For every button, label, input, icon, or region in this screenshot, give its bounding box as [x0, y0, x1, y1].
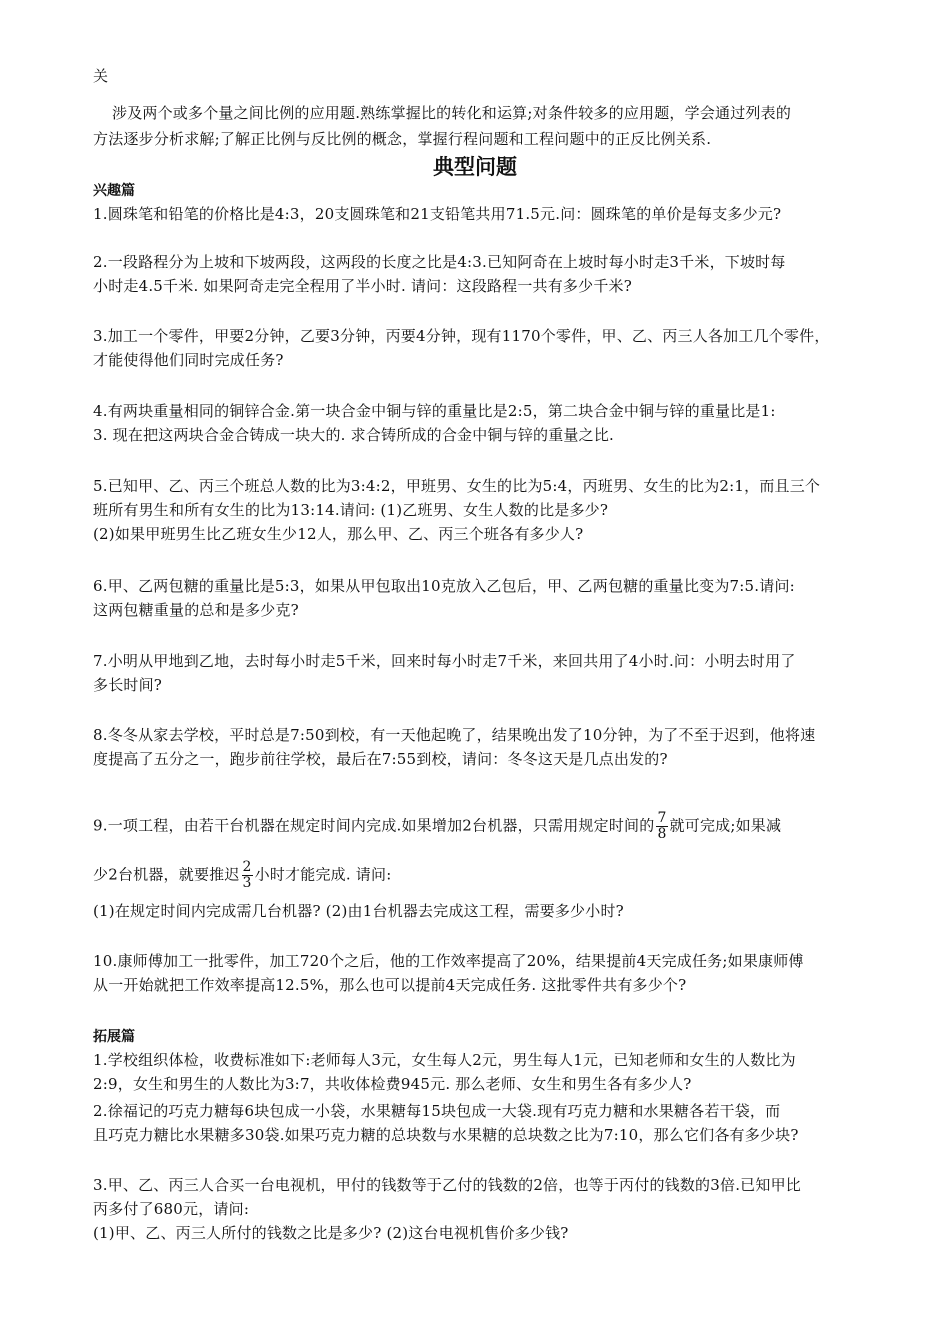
- problem-4-line-2: 3. 现在把这两块合金合铸成一块大的. 求合铸所成的合金中铜与锌的重量之比.: [93, 426, 614, 444]
- header-fragment: 关: [93, 67, 109, 85]
- extension-problem-3-line-2: 丙多付了680元，请问:: [93, 1200, 250, 1218]
- fraction-numerator: 7: [657, 810, 667, 826]
- problem-10-line-1: 10.康师傅加工一批零件，加工720个之后，他的工作效率提高了20%，结果提前4天完成任务;如果康师傅: [93, 952, 804, 970]
- section-heading-extension: 拓展篇: [93, 1029, 135, 1045]
- problem-1-line-1: 1.圆珠笔和铅笔的价格比是4:3，20支圆珠笔和21支铅笔共用71.5元.问：圆珠笔的单价是每支多少元?: [93, 205, 782, 223]
- extension-problem-1-line-1: 1.学校组织体检，收费标准如下:老师每人3元，女生每人2元，男生每人1元，已知老师和女生的人数比为: [93, 1051, 796, 1069]
- problem-5-line-1: 5.已知甲、乙、丙三个班总人数的比为3:4:2，甲班男、女生的比为5:4，丙班男、女生的比为2:1，而且三个: [93, 477, 821, 495]
- problem-5-line-3: (2)如果甲班男生比乙班女生少12人，那么甲、乙、丙三个班各有多少人?: [93, 525, 584, 543]
- problem-3-line-1: 3.加工一个零件，甲要2分钟，乙要3分钟，丙要4分钟，现有1170个零件，甲、乙、丙三人各加工几个零件，: [93, 327, 830, 345]
- extension-problem-2-line-1: 2.徐福记的巧克力糖每6块包成一小袋，水果糖每15块包成一大袋.现有巧克力糖和水果糖各若干袋，而: [93, 1102, 781, 1120]
- problem-2-line-2: 小时走4.5千米. 如果阿奇走完全程用了半小时. 请问：这段路程一共有多少千米?: [93, 277, 632, 295]
- problem-9-line-3: (1)在规定时间内完成需几台机器? (2)由1台机器去完成这工程，需要多少小时?: [93, 902, 624, 920]
- problem-9-line-2-text-a: 少2台机器，就要推迟: [93, 865, 240, 884]
- extension-problem-3-line-1: 3.甲、乙、丙三人合买一台电视机，甲付的钱数等于乙付的钱数的2倍，也等于丙付的钱数的3倍.已知甲比: [93, 1176, 801, 1194]
- fraction-seven-eighths: [656, 811, 667, 842]
- fraction-numerator: 2: [242, 859, 252, 875]
- section-heading-interest: 兴趣篇: [93, 183, 135, 199]
- extension-problem-2-line-2: 且巧克力糖比水果糖多30袋.如果巧克力糖的总块数与水果糖的总块数之比为7:10，那么它们各有多少块?: [93, 1126, 799, 1144]
- problem-3-line-2: 才能使得他们同时完成任务?: [93, 351, 284, 369]
- intro-line-2: 方法逐步分析求解;了解正比例与反比例的概念，掌握行程问题和工程问题中的正反比例关系.: [93, 130, 712, 148]
- problem-6-line-2: 这两包糖重量的总和是多少克?: [93, 601, 299, 619]
- problem-9-line-2-text-b: 小时才能完成. 请问:: [254, 865, 392, 884]
- problem-7-line-2: 多长时间?: [93, 676, 163, 694]
- fraction-denominator: 3: [242, 875, 252, 891]
- problem-9-line-2: [93, 860, 391, 891]
- problem-8-line-2: 度提高了五分之一，跑步前往学校，最后在7:55到校，请问：冬冬这天是几点出发的?: [93, 750, 668, 768]
- intro-line-1: 涉及两个或多个量之间比例的应用题.熟练掌握比的转化和运算;对条件较多的应用题，学会通过列表的: [112, 104, 792, 122]
- problem-4-line-1: 4.有两块重量相同的铜锌合金.第一块合金中铜与锌的重量比是2:5，第二块合金中铜与锌的重量比是1:: [93, 402, 776, 420]
- problem-9-line-1: [93, 811, 781, 842]
- problem-9-line-1-text-b: 就可完成;如果减: [669, 816, 782, 835]
- fraction-denominator: 8: [657, 826, 667, 842]
- page-title: 典型问题: [433, 155, 517, 179]
- extension-problem-1-line-2: 2:9，女生和男生的人数比为3:7，共收体检费945元. 那么老师、女生和男生各有多少人?: [93, 1075, 692, 1093]
- extension-problem-3-line-3: (1)甲、乙、丙三人所付的钱数之比是多少? (2)这台电视机售价多少钱?: [93, 1224, 569, 1242]
- problem-10-line-2: 从一开始就把工作效率提高12.5%，那么也可以提前4天完成任务. 这批零件共有多少个?: [93, 976, 687, 994]
- problem-8-line-1: 8.冬冬从家去学校，平时总是7:50到校，有一天他起晚了，结果晚出发了10分钟，为了不至于迟到，他将速: [93, 726, 816, 744]
- problem-5-line-2: 班所有男生和所有女生的比为13:14.请问: (1)乙班男、女生人数的比是多少?: [93, 501, 609, 519]
- problem-2-line-1: 2.一段路程分为上坡和下坡两段，这两段的长度之比是4:3.已知阿奇在上坡时每小时走3千米，下坡时每: [93, 253, 786, 271]
- problem-6-line-1: 6.甲、乙两包糖的重量比是5:3，如果从甲包取出10克放入乙包后，甲、乙两包糖的重量比变为7:5.请问:: [93, 577, 795, 595]
- problem-9-line-1-text-a: 9.一项工程，由若干台机器在规定时间内完成.如果增加2台机器，只需用规定时间的: [93, 816, 655, 835]
- problem-7-line-1: 7.小明从甲地到乙地，去时每小时走5千米，回来时每小时走7千米，来回共用了4小时.问：小明去时用了: [93, 652, 796, 670]
- fraction-two-thirds: [242, 860, 253, 891]
